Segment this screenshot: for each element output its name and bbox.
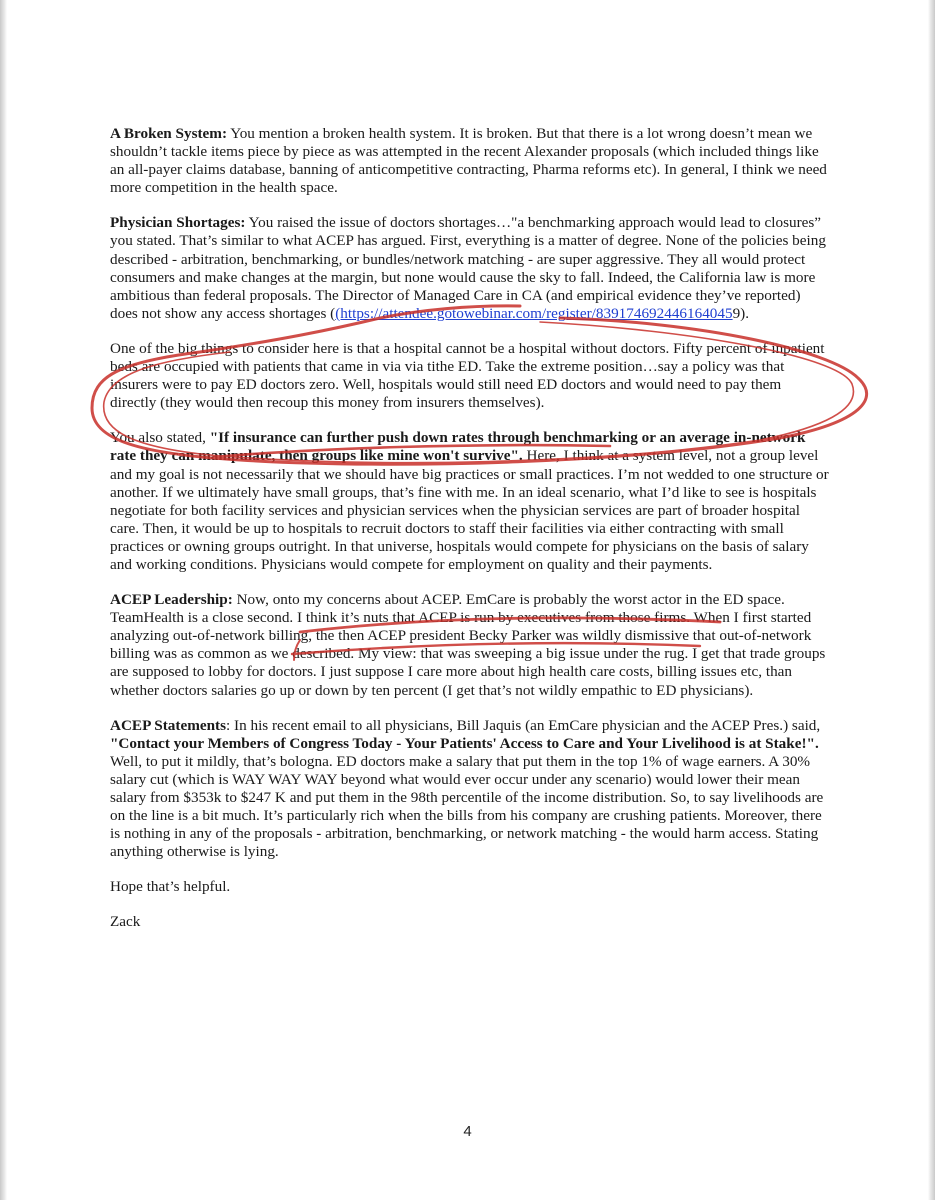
paragraph-acep-statements <box>110 717 830 862</box>
webinar-link[interactable]: (https://attendee.gotowebinar.com/register/839174692446164045 <box>335 304 733 322</box>
groups-intro: You also stated, <box>110 429 210 447</box>
heading-broken-system: A Broken System: <box>110 125 228 142</box>
heading-physician-shortages: Physician Shortages: <box>110 214 246 232</box>
broken-system-text: You mention a broken health system. It is broken. But that there is a lot wrong doesn’t mean we shouldn’t tackle items piece by piece as was attempted in the recent Alexander proposals (which included things like an all-payer claims database, banning of anticompetitive contracting, Pharma reforms etc). In general, I think we need more competition in the health space. <box>110 125 827 197</box>
paragraph-groups <box>110 429 830 574</box>
acep-leadership-text: Now, onto my concerns about ACEP. EmCare is probably the worst actor in the ED space. TeamHealth is a close second. I think it’s nuts that ACEP is run by executives from those firms. When I first started analyzing out-of-network billing, the then ACEP president Becky Parker was wildly dismissive that out-of-network billing was as common as we described. My view: that was sweeping a big issue under the rug. I get that trade groups are supposed to lobby for doctors. I just suppose I care more about high health care costs, billing issues etc, than whether doctors salaries go up or down by ten percent (I get that’s not wildly empathic to ED physicians). <box>110 591 826 699</box>
paragraph-broken-system <box>110 125 830 197</box>
physician-shortages-text: You raised the issue of doctors shortages…"a benchmarking approach would lead to closures” you stated. That’s similar to what ACEP has argued. First, everything is a matter of degree. None of the policies being described - arbitration, benchmarking, or bundles/network matching - are super aggressive. They all would protect consumers and make changes at the margin, but none would cause the sky to fall. Indeed, the California law is more ambitious than federal proposals. The Director of Managed Care in CA (and empirical evidence they’ve reported) does not show any access shortages ( <box>110 214 826 322</box>
letter-body <box>110 125 830 949</box>
acep-statements-text: Well, to put it mildly, that’s bologna. ED doctors make a salary that put them in the top 1% of wage earners. A 30% salary cut (which is WAY WAY WAY beyond what would ever occur under any scenario) would lower their mean salary from $353k to $247 K and put them in the 98th percentile of the income distribution. So, to say livelihoods are on the line is a bit much. It’s particularly rich when the bills from his company are crushing patients. Moreover, there is nothing in any of the proposals - arbitration, benchmarking, or network matching - the would harm access. Stating anything otherwise is lying. <box>110 752 824 861</box>
page-edge-left <box>0 0 7 1200</box>
paragraph-acep-leadership <box>110 591 830 700</box>
page-number: 4 <box>463 1123 472 1140</box>
heading-acep-leadership: ACEP Leadership: <box>110 591 233 609</box>
groups-quote: "If insurance can further push down rates through benchmarking or an average in-network rate they can manipulate, then groups like mine won't survive". <box>110 429 806 465</box>
signature: Zack <box>110 913 141 931</box>
closing-line: Hope that’s helpful. <box>110 878 231 896</box>
link-suffix: 9). <box>732 304 750 322</box>
acep-statements-quote: "Contact your Members of Congress Today - Your Patients' Access to Care and Your Livelihood is at Stake!". <box>110 734 819 752</box>
page-edge-right <box>928 0 935 1200</box>
paragraph-physician-shortages <box>110 214 830 323</box>
groups-text: Here, I think at a system level, not a group level and my goal is not necessarily that we should have big practices or small practices. I’m not wedded to one structure or another. If we ultimately have small groups, that’s fine with me. In an ideal scenario, what I’d like to see is hospitals negotiate for both facility services and physician services when the physician services are part of broader hospital care. Then, it would be up to hospitals to recruit doctors to staff their facilities via either contracting with small practices or owning groups outright. In that universe, hospitals would compete for physicians on the basis of salary and working conditions. Physicians would compete for employment on quality and their payments. <box>110 447 829 573</box>
paragraph-hospital: One of the big things to consider here is that a hospital cannot be a hospital without doctors. Fifty percent of inpatient beds are occupied with patients that came in via via tithe ED. Take the extreme position…say a policy was that insurers were to pay ED doctors zero. Well, hospitals would still need ED doctors and would need to pay them directly (they would then recoup this money from insurers themselves). <box>110 339 825 412</box>
acep-statements-intro: : In his recent email to all physicians, Bill Jaquis (an EmCare physician and the ACEP Pres.) said, <box>226 716 821 734</box>
heading-acep-statements: ACEP Statements <box>110 716 227 734</box>
